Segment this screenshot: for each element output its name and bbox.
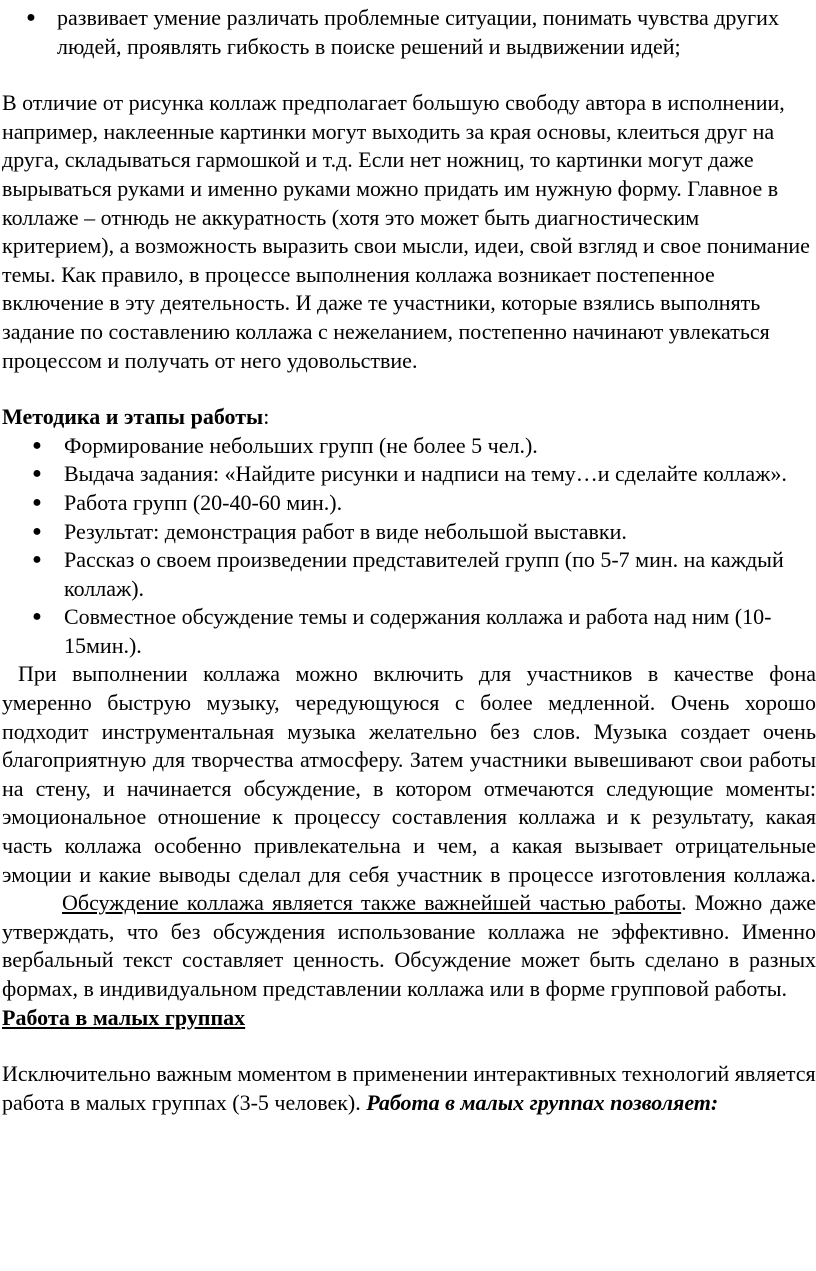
list-item: ● Работа групп (20-40-60 мин.). [0, 489, 816, 518]
small-groups-allows: Работа в малых группах позволяет: [366, 1089, 719, 1115]
bullet-icon: ● [32, 522, 42, 540]
intro-list [0, 4, 816, 61]
method-heading-text: Методика и этапы работы [2, 404, 264, 430]
intro-bullet-text: развивает умение различать проблемные ситуации, понимать чувства других людей, проявлять гибкость в поиске решений и выдвижении идей; [57, 5, 779, 59]
paragraph-music-discussion: При выполнении коллажа можно включить для участников в качестве фона умеренно быструю музыку, чередующуюся с более медленной. Очень хорошо подходит инструментальная музыка желательно без слов. Музыка создает очень благоприятную для творчества атмосферу. Затем участники вывешивают свои работы на стену, и начинается обсуждение, в котором отмечаются следующие моменты: эмоциональное отношение к процессу составления коллажа и к результату, какая часть коллажа особенно привлекательна и чем, а какая вызывает отрицательные эмоции и какие выводы сделал для себя участник в процессе изготовления коллажа. Обсуждение коллажа является также важнейшей частью работы. Можно даже утверждать, что без обсуждения использование коллажа не эффективно. Именно вербальный текст составляет ценность. Обсуждение может быть сделано в разных формах, в индивидуальном представлении коллажа или в форме групповой работы. [2, 661, 816, 1001]
small-groups-heading: Работа в малых группах [2, 1004, 246, 1030]
method-steps-list [0, 432, 816, 661]
list-item: ● Выдача задания: «Найдите рисунки и надписи на тему…и сделайте коллаж». [0, 460, 816, 489]
paragraph-collage-freedom: В отличие от рисунка коллаж предполагает большую свободу автора в исполнении, например, наклеенные картинки могут выходить за края основы, клеиться друг на друга, складываться гармошкой и т.д. Если нет ножниц, то картинки могут даже вырываться руками и именно руками можно придать им нужную форму. Главное в коллаже – отнюдь не аккуратность (хотя это может быть диагностическим критерием), а возможность выразить свои мысли, идеи, свой взгляд и свое понимание темы. Как правило, в процессе выполнения коллажа возникает постепенное включение в эту деятельность. И даже те участники, которые взялись выполнять задание по составлению коллажа с нежеланием, постепенно начинают увлекаться процессом и получать от него удовольствие. [2, 90, 810, 373]
list-item: ● Формирование небольших групп (не более 5 чел.). [0, 432, 816, 461]
method-heading-colon: : [263, 404, 270, 430]
bullet-icon: ● [32, 551, 42, 569]
bullet-icon: ● [26, 9, 36, 26]
method-heading [0, 403, 816, 432]
bullet-icon: ● [32, 493, 42, 511]
list-item: ● Результат: демонстрация работ в виде небольшой выставки. [0, 518, 816, 547]
underlined-statement: Обсуждение коллажа является также важнейшей частью работы [62, 890, 682, 916]
list-item: ● Рассказ о своем произведении представителей групп (по 5-7 мин. на каждый коллаж). [0, 546, 816, 603]
paragraph-small-groups: Исключительно важным моментом в применении интерактивных технологий является работа в малых группах (3-5 человек). Работа в малых группах позволяет: [2, 1061, 816, 1115]
bullet-icon: ● [32, 608, 42, 626]
bullet-icon: ● [32, 465, 42, 483]
list-item: ● Совместное обсуждение темы и содержания коллажа и работа над ним (10-15мин.). [0, 603, 816, 660]
bullet-icon: ● [32, 436, 42, 454]
list-item [0, 4, 816, 61]
